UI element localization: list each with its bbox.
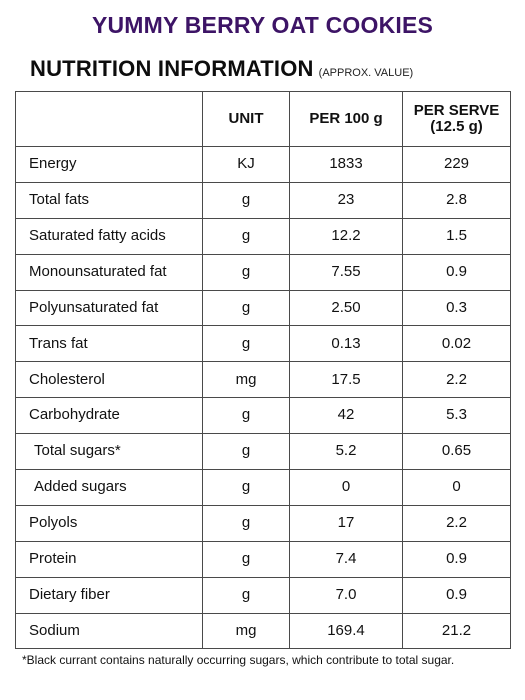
nutrient-name: Total sugars* <box>16 434 203 470</box>
table-header-row <box>16 92 511 147</box>
value-per-serve: 2.2 <box>403 362 511 398</box>
value-per-100g: 17.5 <box>290 362 403 398</box>
value-per-100g: 17 <box>290 505 403 541</box>
value-per-serve: 5.3 <box>403 398 511 434</box>
value-per-100g: 2.50 <box>290 290 403 326</box>
nutrient-name: Polyols <box>16 505 203 541</box>
nutrient-unit: mg <box>203 613 290 649</box>
nutrient-unit: g <box>203 398 290 434</box>
nutrition-heading-subtitle: (APPROX. VALUE) <box>318 67 414 79</box>
table-row <box>16 434 511 470</box>
value-per-100g: 7.4 <box>290 541 403 577</box>
value-per-100g: 42 <box>290 398 403 434</box>
nutrient-name: Saturated fatty acids <box>16 218 203 254</box>
value-per-serve: 0.02 <box>403 326 511 362</box>
header-nutrient <box>16 92 203 147</box>
header-unit: UNIT <box>203 92 290 147</box>
value-per-serve: 0.65 <box>403 434 511 470</box>
nutrient-unit: g <box>203 577 290 613</box>
value-per-100g: 23 <box>290 182 403 218</box>
nutrition-heading-title: NUTRITION INFORMATION <box>30 56 314 81</box>
table-row <box>16 470 511 506</box>
nutrient-name: Sodium <box>16 613 203 649</box>
value-per-serve: 1.5 <box>403 218 511 254</box>
value-per-100g: 7.0 <box>290 577 403 613</box>
value-per-100g: 169.4 <box>290 613 403 649</box>
value-per-100g: 12.2 <box>290 218 403 254</box>
nutrient-unit: g <box>203 290 290 326</box>
value-per-100g: 5.2 <box>290 434 403 470</box>
value-per-serve: 2.2 <box>403 505 511 541</box>
nutrient-name: Monounsaturated fat <box>16 254 203 290</box>
nutrient-name: Polyunsaturated fat <box>16 290 203 326</box>
nutrient-unit: g <box>203 254 290 290</box>
nutrition-table <box>15 91 511 649</box>
table-row <box>16 362 511 398</box>
table-row <box>16 147 511 183</box>
table-row <box>16 218 511 254</box>
nutrient-unit: KJ <box>203 147 290 183</box>
nutrient-unit: g <box>203 218 290 254</box>
value-per-serve: 0 <box>403 470 511 506</box>
table-row <box>16 613 511 649</box>
table-row <box>16 398 511 434</box>
value-per-serve: 0.9 <box>403 254 511 290</box>
nutrient-unit: mg <box>203 362 290 398</box>
value-per-serve: 0.9 <box>403 541 511 577</box>
nutrient-name: Energy <box>16 147 203 183</box>
footnote: *Black currant contains naturally occurring sugars, which contribute to total sugar. <box>22 653 455 667</box>
value-per-100g: 0.13 <box>290 326 403 362</box>
value-per-serve: 21.2 <box>403 613 511 649</box>
value-per-serve: 0.9 <box>403 577 511 613</box>
value-per-serve: 0.3 <box>403 290 511 326</box>
nutrient-unit: g <box>203 182 290 218</box>
nutrient-name: Carbohydrate <box>16 398 203 434</box>
table-row <box>16 254 511 290</box>
table-row <box>16 326 511 362</box>
nutrient-name: Added sugars <box>16 470 203 506</box>
table-row <box>16 577 511 613</box>
nutrient-name: Total fats <box>16 182 203 218</box>
nutrient-name: Dietary fiber <box>16 577 203 613</box>
table-row <box>16 505 511 541</box>
nutrient-unit: g <box>203 541 290 577</box>
nutrient-unit: g <box>203 505 290 541</box>
value-per-100g: 1833 <box>290 147 403 183</box>
nutrient-name: Cholesterol <box>16 362 203 398</box>
value-per-serve: 229 <box>403 147 511 183</box>
nutrient-unit: g <box>203 470 290 506</box>
header-per-serve: PER SERVE (12.5 g) <box>403 92 511 147</box>
product-title: YUMMY BERRY OAT COOKIES <box>91 12 434 38</box>
table-row <box>16 290 511 326</box>
value-per-serve: 2.8 <box>403 182 511 218</box>
nutrient-name: Trans fat <box>16 326 203 362</box>
nutrient-unit: g <box>203 326 290 362</box>
table-row <box>16 182 511 218</box>
nutrient-unit: g <box>203 434 290 470</box>
nutrient-name: Protein <box>16 541 203 577</box>
value-per-100g: 7.55 <box>290 254 403 290</box>
header-per-100g: PER 100 g <box>290 92 403 147</box>
value-per-100g: 0 <box>290 470 403 506</box>
table-row <box>16 541 511 577</box>
nutrition-heading <box>30 56 500 82</box>
nutrition-table-body <box>16 147 511 649</box>
